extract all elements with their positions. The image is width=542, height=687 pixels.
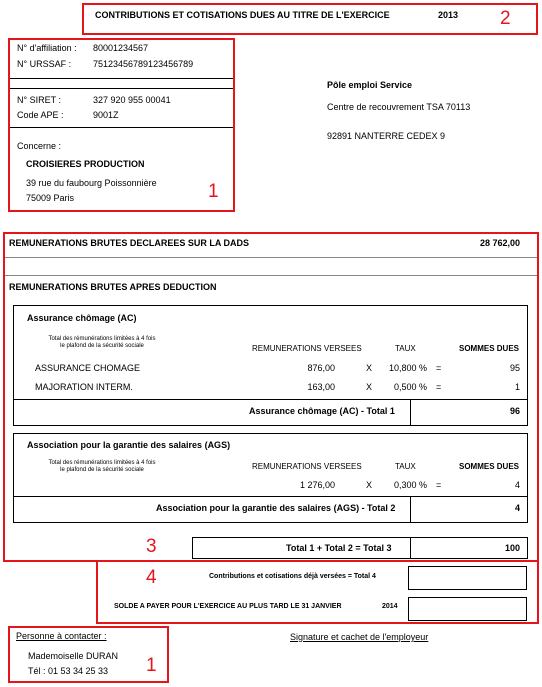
ac-total-divider <box>13 399 528 400</box>
ac-col-taux: TAUX <box>395 344 416 353</box>
ags-title: Association pour la garantie des salaires (AGS) <box>27 440 231 450</box>
contact-phone: Tél : 01 53 34 25 33 <box>28 666 109 676</box>
ags-col-taux: TAUX <box>395 462 416 471</box>
ape-label: Code APE : <box>17 110 64 120</box>
ags-total-label: Association pour la garantie des salaires (AGS) - Total 2 <box>156 503 396 513</box>
ac-note <box>37 336 167 350</box>
recipient-name: Pôle emploi Service <box>327 80 413 90</box>
recipient-line1: Centre de recouvrement TSA 70113 <box>327 102 471 112</box>
identity-divider-3 <box>10 127 233 128</box>
ac-note-line2: le plafond de la sécurité sociale <box>60 343 144 349</box>
ac-row-1-eq: = <box>436 363 442 373</box>
urssaf-label: N° URSSAF : <box>17 59 72 69</box>
contact-title: Personne à contacter : <box>16 631 107 641</box>
header-year: 2013 <box>438 10 459 20</box>
ags-col-sommes: SOMMES DUES <box>459 462 520 471</box>
balance-label: SOLDE A PAYER POUR L'EXERCICE AU PLUS TARD LE 31 JANVIER <box>114 603 342 610</box>
ac-note-line1: Total des rémunérations limitées à 4 fois <box>48 336 156 342</box>
signature-label: Signature et cachet de l'employeur <box>290 632 429 642</box>
ac-row-1-x: X <box>366 363 373 373</box>
declared-label: REMUNERATIONS BRUTES DECLAREES SUR LA DADS <box>9 238 250 248</box>
ac-col-sommes: SOMMES DUES <box>459 344 520 353</box>
ac-row-1-label: ASSURANCE CHOMAGE <box>35 363 141 373</box>
ac-row-1-taux: 10,800 % <box>388 363 427 373</box>
declared-divider <box>5 257 537 258</box>
identity-marker: 1 <box>208 181 219 202</box>
identity-divider-1 <box>10 78 233 79</box>
ac-row-1-due: 95 <box>509 363 520 373</box>
ags-row-remun: 1 276,00 <box>299 480 335 490</box>
ags-row-due: 4 <box>514 480 520 490</box>
ags-total-value: 4 <box>514 503 520 513</box>
ags-row-taux: 0,300 % <box>393 480 427 490</box>
ac-title: Assurance chômage (AC) <box>27 313 137 323</box>
header-marker: 2 <box>500 8 511 29</box>
siret-label: N° SIRET : <box>17 95 61 105</box>
address-line2: 75009 Paris <box>26 193 75 203</box>
urssaf-value: 75123456789123456789 <box>93 59 194 69</box>
header-title: CONTRIBUTIONS ET COTISATIONS DUES AU TITRE DE L'EXERCICE <box>95 10 390 20</box>
payment-marker: 4 <box>146 567 157 588</box>
after-deduction-label: REMUNERATIONS BRUTES APRES DEDUCTION <box>9 282 217 292</box>
declared-value: 28 762,00 <box>479 238 520 248</box>
concerne-label: Concerne : <box>17 141 62 151</box>
ags-note-line2: le plafond de la sécurité sociale <box>60 467 144 473</box>
grand-total-separator <box>410 537 411 559</box>
ags-row-x: X <box>366 480 373 490</box>
ac-col-remun: REMUNERATIONS VERSEES <box>252 344 362 353</box>
ac-row-2-taux: 0,500 % <box>393 382 427 392</box>
affiliation-value: 80001234567 <box>93 43 149 53</box>
grand-total-label: Total 1 + Total 2 = Total 3 <box>286 543 392 553</box>
address-line1: 39 rue du faubourg Poissonnière <box>26 178 157 188</box>
balance-field[interactable] <box>408 597 527 621</box>
ags-col-remun: REMUNERATIONS VERSEES <box>252 462 362 471</box>
grand-total-value: 100 <box>504 543 520 553</box>
ags-note <box>37 460 167 474</box>
ac-total-label: Assurance chômage (AC) - Total 1 <box>249 406 395 416</box>
ags-row-eq: = <box>436 480 442 490</box>
contact-name: Mademoiselle DURAN <box>28 651 119 661</box>
ac-total-separator <box>410 399 411 426</box>
ags-total-separator <box>410 496 411 523</box>
ac-row-2-label: MAJORATION INTERM. <box>35 382 133 392</box>
ape-value: 9001Z <box>93 110 119 120</box>
already-paid-label: Contributions et cotisations déjà versées = Total 4 <box>209 573 376 580</box>
ac-row-2-x: X <box>366 382 373 392</box>
ac-row-1-remun: 876,00 <box>307 363 335 373</box>
company-name: CROISIERES PRODUCTION <box>26 159 145 169</box>
already-paid-field[interactable] <box>408 566 527 590</box>
remunerations-marker: 3 <box>146 536 157 557</box>
ags-note-line1: Total des rémunérations limitées à 4 fois <box>48 460 156 466</box>
siret-value: 327 920 955 00041 <box>93 95 171 105</box>
identity-divider-2 <box>10 88 233 89</box>
affiliation-label: N° d'affiliation : <box>17 43 77 53</box>
balance-year: 2014 <box>382 603 398 610</box>
recipient-line2: 92891 NANTERRE CEDEX 9 <box>327 131 446 141</box>
after-divider <box>5 275 537 276</box>
contact-marker: 1 <box>146 655 157 676</box>
ac-total-value: 96 <box>509 406 520 416</box>
ac-row-2-eq: = <box>436 382 442 392</box>
ags-total-divider <box>13 496 528 497</box>
ac-row-2-due: 1 <box>514 382 520 392</box>
ac-row-2-remun: 163,00 <box>307 382 335 392</box>
